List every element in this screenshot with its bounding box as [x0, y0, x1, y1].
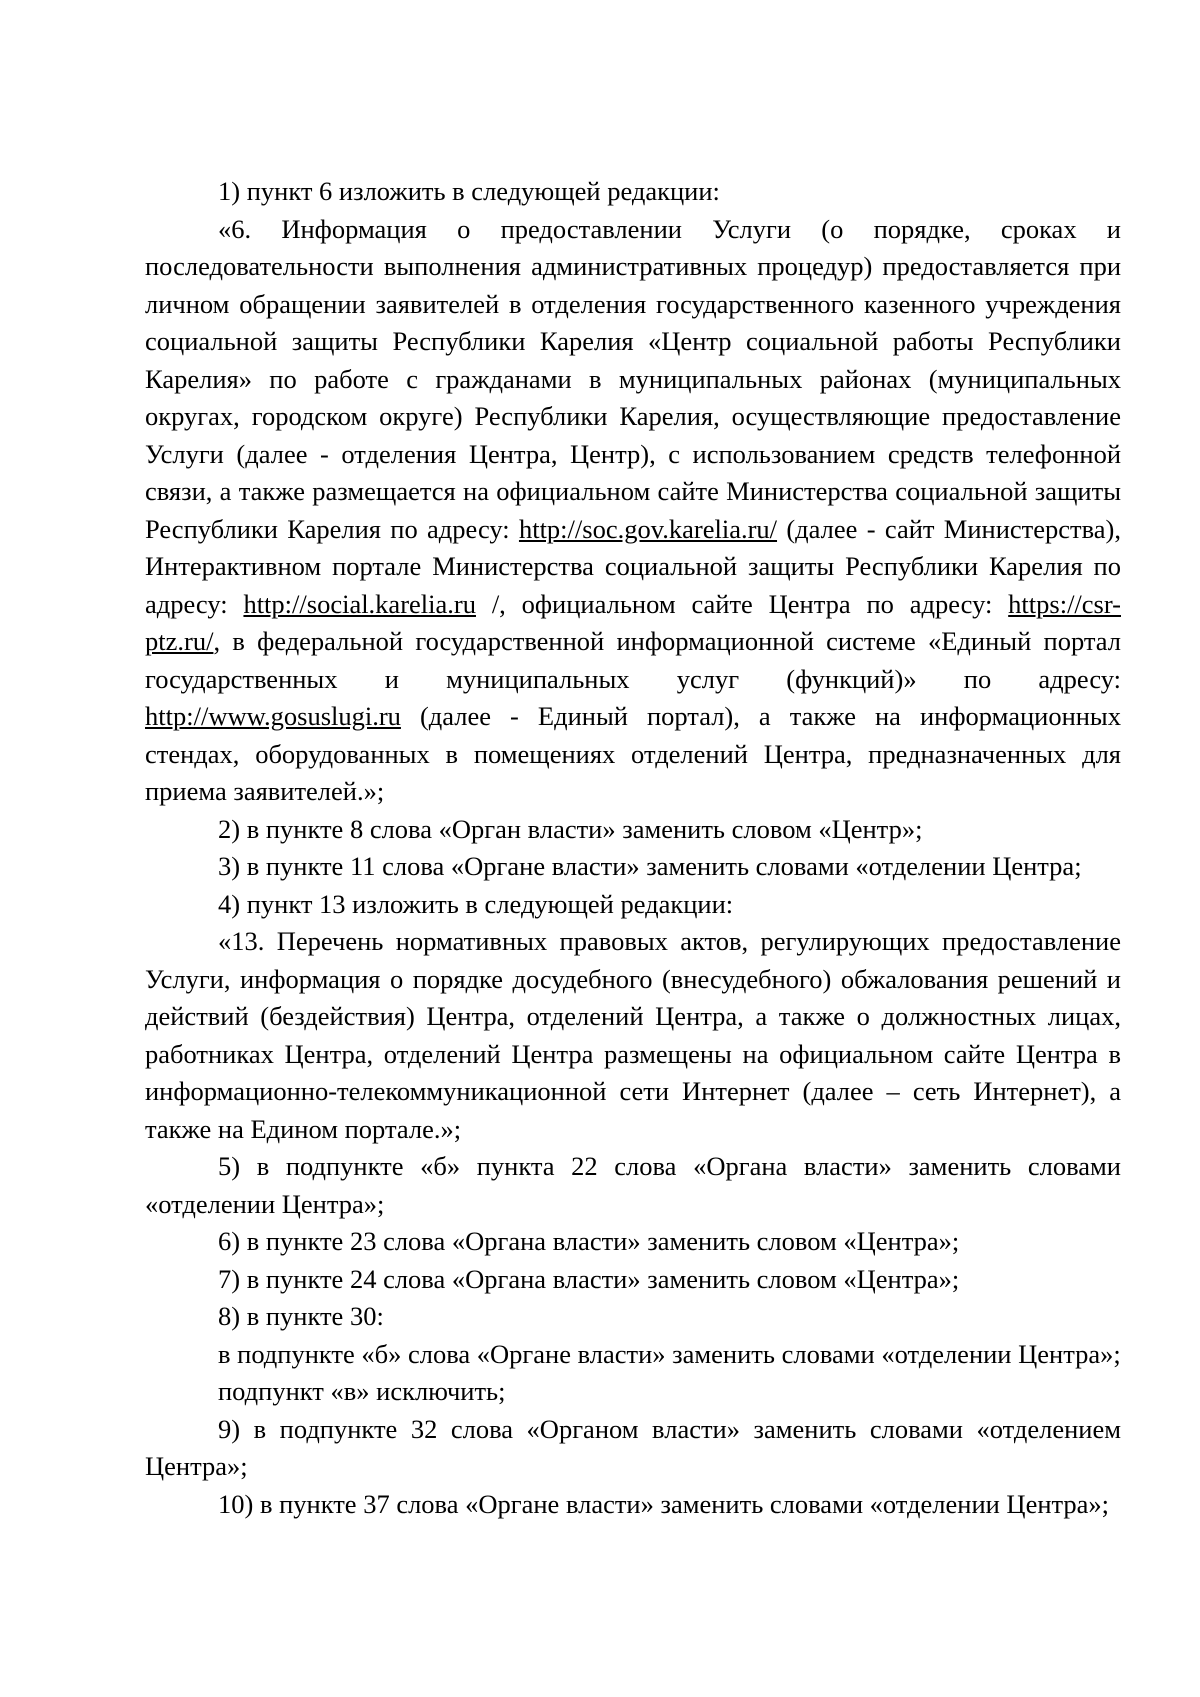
item-6: 6) в пункте 23 слова «Органа власти» заменить словом «Центра»;: [218, 1226, 960, 1256]
item-9: 9) в подпункте 32 слова «Органом власти» заменить словами «отделением Центра»;: [145, 1413, 1121, 1481]
paragraph-6: [145, 211, 1121, 811]
link-csr-ptz[interactable]: https://csr-ptz.ru/: [145, 588, 1121, 656]
link-soc-gov-karelia[interactable]: http://soc.gov.karelia.ru/: [518, 513, 778, 544]
paragraph-6-text-5: (далее - Единый портал), а также на информационных стендах, оборудованных в помещениях отделений Центра, предназначенных для приема заявителей.»;: [145, 701, 1121, 806]
paragraph-6-text-1: «6. Информация о предоставлении Услуги (о порядке, сроках и последовательности выполнения административных процедур) предоставляется при личном обращении заявителей в отделения государственного казенного учреждения социальной защиты Республики Карелия «Центр социальной работы Республики Карелия» по работе с гражданами в муниципальных районах (муниципальных округах, городском округе) Республики Карелия, осуществляющие предоставление Услуги (далее - отделения Центра, Центр), с использованием средств телефонной связи, а также размещается на официальном сайте Министерства социальной защиты Республики Карелия по адресу:: [145, 213, 1121, 544]
item-1: 1) пункт 6 изложить в следующей редакции:: [218, 176, 720, 206]
link-social-karelia[interactable]: http://social.karelia.ru: [243, 588, 476, 619]
item-7: 7) в пункте 24 слова «Органа власти» заменить словом «Центра»;: [218, 1263, 960, 1294]
item-8-subpoint-b: в подпункте «б» слова «Органе власти» заменить словами «отделении Центра»;: [218, 1338, 1121, 1369]
item-10: 10) в пункте 37 слова «Органе власти» заменить словами «отделении Центра»;: [218, 1488, 1110, 1519]
document-body: [145, 173, 1121, 1523]
paragraph-6-text-3: /, официальном сайте Центра по адресу:: [475, 588, 1009, 619]
item-5: 5) в подпункте «б» пункта 22 слова «Органа власти» заменить словами «отделении Центра»;: [145, 1151, 1121, 1219]
item-4: 4) пункт 13 изложить в следующей редакции:: [218, 888, 734, 919]
item-2: 2) в пункте 8 слова «Орган власти» заменить словом «Центр»;: [218, 813, 923, 844]
item-3: 3) в пункте 11 слова «Органе власти» заменить словами «отделении Центра;: [218, 851, 1082, 881]
item-8-subpoint-v: подпункт «в» исключить;: [218, 1376, 506, 1406]
paragraph-6-text-4: , в федеральной государственной информационной системе «Единый портал государственных и муниципальных услуг (функций)» по адресу:: [145, 626, 1121, 694]
link-gosuslugi[interactable]: http://www.gosuslugi.ru: [145, 701, 401, 731]
paragraph-6-text-2: (далее - сайт Министерства), Интерактивном портале Министерства социальной защиты Республики Карелия по адресу:: [145, 513, 1121, 619]
paragraph-13: «13. Перечень нормативных правовых актов, регулирующих предоставление Услуги, информация о порядке досудебного (внесудебного) обжалования решений и действий (бездействия) Центра, отделений Центра, а также о должностных лицах, работниках Центра, отделений Центра размещены на официальном сайте Центра в информационно-телекоммуникационной сети Интернет (далее – сеть Интернет), а также на Едином портале.»;: [145, 926, 1121, 1144]
item-8: 8) в пункте 30:: [218, 1301, 384, 1331]
